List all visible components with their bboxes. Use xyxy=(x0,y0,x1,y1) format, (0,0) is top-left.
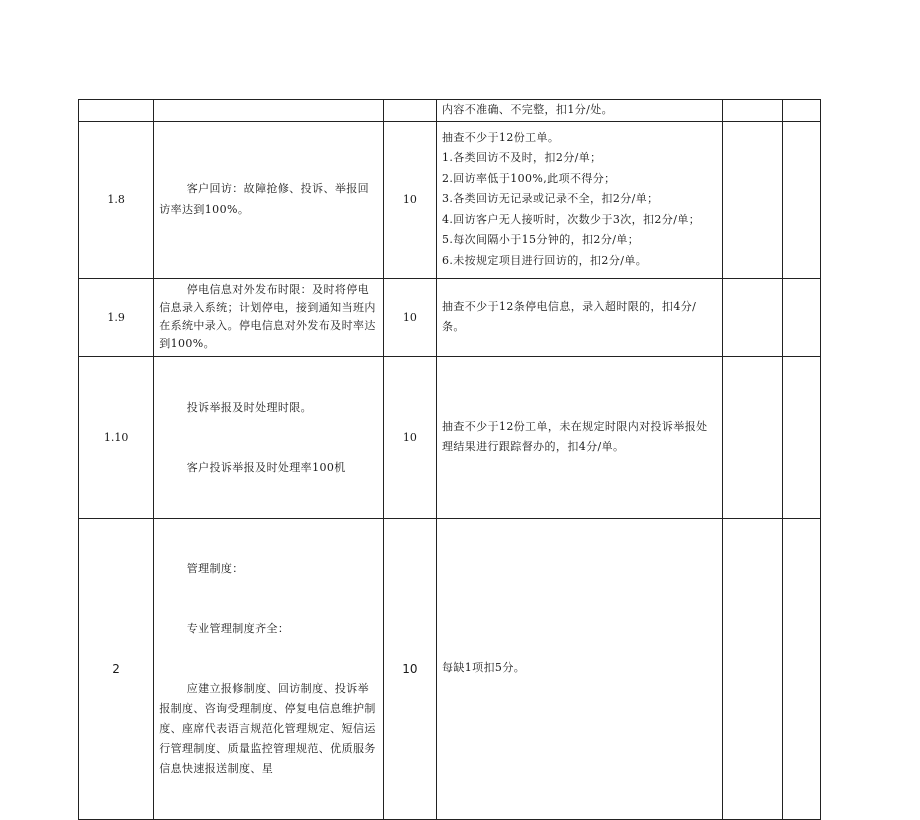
item-line: 应建立报修制度、回访制度、投诉举报制度、咨询受理制度、停复电信息维护制度、座席代表语言规范化管理规定、短信运行管理制度、质量监控管理规范、优质服务信息快速报送制度、星 xyxy=(159,681,376,775)
table-row xyxy=(79,356,821,518)
criteria-line: 4.回访客户无人接听时，次数少于3次，扣2分/单； xyxy=(441,212,701,226)
item-number-cell: 1.9 xyxy=(79,278,154,356)
item-content-cell xyxy=(154,278,384,356)
item-content-cell xyxy=(154,518,384,819)
empty-cell xyxy=(722,121,782,278)
criteria-line: 5.每次间隔小于15分钟的，扣2分/单； xyxy=(441,233,640,247)
item-number-cell xyxy=(79,100,154,122)
item-line: 管理制度： xyxy=(186,561,244,575)
criteria-line: 抽查不少于12份工单。 xyxy=(441,130,560,144)
empty-cell xyxy=(782,278,820,356)
empty-cell xyxy=(782,121,820,278)
criteria-cell xyxy=(436,518,722,819)
table-row xyxy=(79,278,821,356)
score-cell: 10 xyxy=(383,121,436,278)
item-content-cell xyxy=(154,100,384,122)
criteria-cell xyxy=(436,121,722,278)
empty-cell xyxy=(722,100,782,122)
item-line: 客户投诉举报及时处理率100机 xyxy=(186,460,346,474)
criteria-cell xyxy=(436,356,722,518)
item-description xyxy=(154,357,383,518)
item-number-cell: 1.10 xyxy=(79,356,154,518)
criteria-text: 内容不准确、不完整，扣1分/处。 xyxy=(441,103,614,116)
item-description: 客户回访：故障抢修、投诉、举报回访率达到100%。 xyxy=(159,182,370,216)
item-description xyxy=(154,519,383,819)
criteria-line: 2.回访率低于100%,此项不得分； xyxy=(441,171,616,185)
criteria-line: 1.各类回访不及时，扣2分/单； xyxy=(441,151,602,165)
score-cell xyxy=(383,100,436,122)
item-content-cell xyxy=(154,356,384,518)
table-row xyxy=(79,518,821,819)
empty-cell xyxy=(782,518,820,819)
criteria-text: 抽查不少于12份工单，未在规定时限内对投诉举报处理结果进行跟踪督办的，扣4分/单。 xyxy=(441,419,708,453)
empty-cell xyxy=(782,100,820,122)
table-row xyxy=(79,100,821,122)
item-number-cell: 1.8 xyxy=(79,121,154,278)
empty-cell xyxy=(722,356,782,518)
criteria-line: 6.未按规定项目进行回访的，扣2分/单。 xyxy=(441,253,648,267)
empty-cell xyxy=(722,278,782,356)
score-cell: 10 xyxy=(383,356,436,518)
item-description: 停电信息对外发布时限：及时将停电信息录入系统；计划停电，接到通知当班内在系统中录入。停电信息对外发布及时率达到100%。 xyxy=(159,283,376,350)
item-line: 投诉举报及时处理时限。 xyxy=(186,400,313,414)
criteria-list xyxy=(437,128,722,272)
empty-cell xyxy=(782,356,820,518)
criteria-text: 每缺1项扣5分。 xyxy=(441,661,526,675)
empty-cell xyxy=(722,518,782,819)
criteria-cell xyxy=(436,278,722,356)
criteria-cell xyxy=(436,100,722,122)
criteria-line: 3.各类回访无记录或记录不全，扣2分/单； xyxy=(441,192,659,206)
item-line: 专业管理制度齐全： xyxy=(186,621,290,635)
table-row xyxy=(79,121,821,278)
item-content-cell xyxy=(154,121,384,278)
score-cell: 10 xyxy=(383,518,436,819)
criteria-text: 抽查不少于12条停电信息，录入超时限的，扣4分/条。 xyxy=(441,299,697,333)
item-number-cell: 2 xyxy=(79,518,154,819)
assessment-table xyxy=(78,99,821,820)
score-cell: 10 xyxy=(383,278,436,356)
